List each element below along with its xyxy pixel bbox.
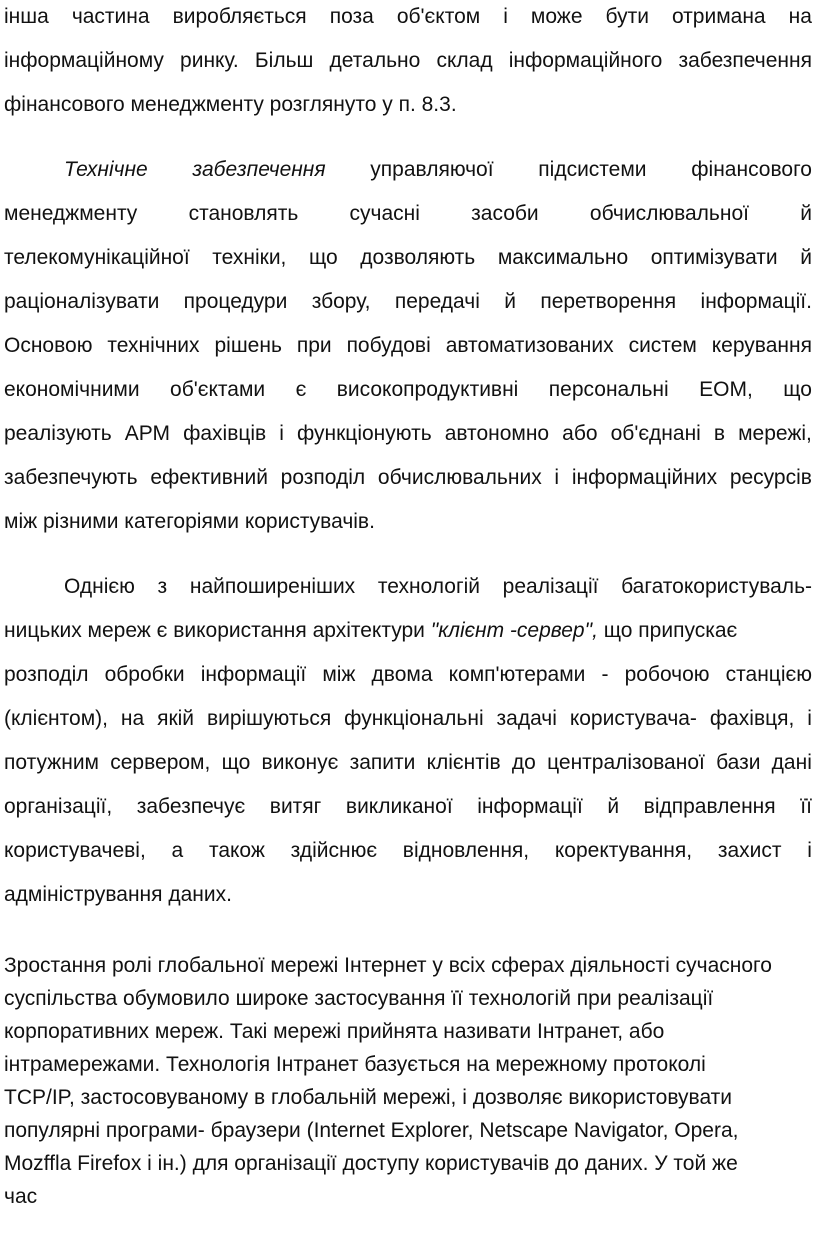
word: телекомунікаційної bbox=[4, 246, 190, 269]
word: побудові bbox=[346, 334, 431, 357]
p2-line-1 bbox=[64, 157, 812, 183]
word: процедури bbox=[183, 290, 288, 313]
p4-line-2: суспільства обумовило широке застосування її технологій при реалізації bbox=[4, 987, 714, 1010]
word: частина bbox=[71, 5, 150, 28]
word: інформаційних bbox=[571, 466, 718, 489]
word: її bbox=[800, 795, 812, 818]
word: технологій bbox=[377, 575, 480, 598]
p4-line-4: інтрамережами. Технологія Інтранет базується на мережному протоколі bbox=[4, 1053, 706, 1076]
p2-line-2 bbox=[4, 201, 812, 227]
word: вирішуються bbox=[206, 707, 332, 730]
word: задачі bbox=[496, 707, 557, 730]
word: персональні bbox=[548, 378, 669, 401]
word: максимально bbox=[497, 246, 629, 269]
word: ЕОМ, bbox=[699, 378, 753, 401]
p2-word-4: підсистеми bbox=[538, 158, 647, 181]
word: користувача- bbox=[569, 707, 697, 730]
word: сучасні bbox=[349, 202, 420, 225]
word: запити bbox=[349, 751, 416, 774]
p1-line-1 bbox=[4, 4, 812, 30]
word: (клієнтом), bbox=[4, 707, 108, 730]
word: інша bbox=[4, 5, 49, 28]
word: потужним bbox=[4, 751, 99, 774]
word: засоби bbox=[471, 202, 539, 225]
word: до bbox=[511, 751, 536, 774]
word: ринку. bbox=[180, 49, 239, 72]
p4-line-8: час bbox=[4, 1185, 38, 1208]
word: інформаційного bbox=[508, 49, 663, 72]
word: функціональні bbox=[344, 707, 484, 730]
word: також bbox=[208, 839, 265, 862]
word: об'єднані bbox=[610, 422, 701, 445]
p4-line-7: Mozffla Firefox і ін.) для організації доступу користувачів до даних. У той же bbox=[4, 1152, 738, 1175]
word: техніки, bbox=[212, 246, 287, 269]
word: АРМ bbox=[124, 422, 171, 445]
word: забезпечують bbox=[4, 466, 138, 489]
word: інформації. bbox=[700, 290, 812, 313]
p4-line-1: Зростання ролі глобальної мережі Інтернет у всіх сферах діяльності сучасного bbox=[4, 954, 772, 977]
word: автономно bbox=[444, 422, 550, 445]
word: відправлення bbox=[643, 795, 776, 818]
word: й bbox=[607, 795, 620, 818]
word: і bbox=[554, 466, 560, 489]
word: обчислювальних bbox=[377, 466, 542, 489]
word: забезпечення bbox=[678, 49, 812, 72]
word: що bbox=[221, 751, 251, 774]
p1-line-2 bbox=[4, 48, 812, 74]
word: технічних bbox=[107, 334, 200, 357]
word: розподіл bbox=[280, 466, 366, 489]
word: робочою bbox=[624, 663, 710, 686]
word: найпоширеніших bbox=[189, 575, 356, 598]
word: дозволяють bbox=[360, 246, 476, 269]
word: менеджменту bbox=[4, 202, 138, 225]
word: раціоналізувати bbox=[4, 290, 160, 313]
word: захист bbox=[717, 839, 782, 862]
p3-line-7 bbox=[4, 838, 812, 864]
word: поза bbox=[329, 5, 374, 28]
word: високопродуктивні bbox=[336, 378, 519, 401]
word: якій bbox=[157, 707, 195, 730]
p2-line-4 bbox=[4, 289, 812, 315]
p2-line-9: між різними категоріями користувачів. bbox=[4, 510, 375, 533]
word: рішень bbox=[214, 334, 282, 357]
word: здійснює bbox=[290, 839, 378, 862]
p3-line-2 bbox=[4, 618, 812, 644]
p2-line-8 bbox=[4, 465, 812, 491]
word: що bbox=[308, 246, 338, 269]
word: багатокористуваль- bbox=[621, 575, 812, 598]
word: мережі, bbox=[738, 422, 812, 445]
word: з bbox=[157, 575, 168, 598]
p3-client-server-term: "клієнт -сервер", bbox=[430, 619, 598, 642]
word: Однією bbox=[64, 575, 135, 598]
word: станцією bbox=[725, 663, 812, 686]
word: між bbox=[322, 663, 356, 686]
word: і bbox=[807, 707, 812, 730]
word: автоматизованих bbox=[445, 334, 614, 357]
word: економічними bbox=[4, 378, 140, 401]
word: або bbox=[562, 422, 598, 445]
word: клієнтів bbox=[426, 751, 501, 774]
word: бази bbox=[716, 751, 761, 774]
word: й bbox=[504, 290, 516, 313]
p2-italic-term-2: забезпечення bbox=[192, 158, 326, 181]
p4-line-3: корпоративних мереж. Такі мережі прийнята називати Інтранет, або bbox=[4, 1020, 665, 1043]
word: детально bbox=[329, 49, 421, 72]
word: Більш bbox=[254, 49, 314, 72]
p3-line-2-after: що припускає bbox=[603, 619, 738, 642]
word: й bbox=[800, 202, 812, 225]
word: викликаної bbox=[345, 795, 453, 818]
word: витяг bbox=[269, 795, 322, 818]
word: фахівця, bbox=[709, 707, 795, 730]
word: перетворення bbox=[540, 290, 677, 313]
p2-line-6 bbox=[4, 377, 812, 403]
word: - bbox=[601, 663, 609, 686]
word: і bbox=[503, 5, 508, 28]
word: передачі bbox=[394, 290, 480, 313]
p3-line-6 bbox=[4, 794, 812, 820]
word: виконує bbox=[261, 751, 339, 774]
p2-word-3: управляючої bbox=[370, 158, 494, 181]
word: на bbox=[120, 707, 145, 730]
word: при bbox=[296, 334, 332, 357]
word: виробляється bbox=[172, 5, 307, 28]
word: обчислювальної bbox=[589, 202, 749, 225]
word: інформації bbox=[477, 795, 583, 818]
p4-line-5: TCP/IP, застосовуваному в глобальній мережі, і дозволяє використовувати bbox=[4, 1086, 733, 1109]
word: інформаційному bbox=[4, 49, 164, 72]
word: а bbox=[171, 839, 184, 862]
word: відновлення, bbox=[402, 839, 530, 862]
word: реалізують bbox=[4, 422, 112, 445]
word: становлять bbox=[188, 202, 299, 225]
word: керування bbox=[711, 334, 812, 357]
word: що bbox=[783, 378, 812, 401]
word: склад bbox=[436, 49, 493, 72]
word: оптимізувати bbox=[650, 246, 778, 269]
p3-line-1 bbox=[64, 574, 812, 600]
word: забезпечує bbox=[136, 795, 246, 818]
word: сервером, bbox=[110, 751, 211, 774]
p2-italic-term-1: Технічне bbox=[64, 158, 148, 181]
word: об'єктами bbox=[170, 378, 266, 401]
word: організації, bbox=[4, 795, 113, 818]
word: на bbox=[788, 5, 812, 28]
word: двома bbox=[371, 663, 433, 686]
word: коректування, bbox=[554, 839, 693, 862]
word: й bbox=[800, 246, 812, 269]
word: централізованої bbox=[547, 751, 705, 774]
word: бути bbox=[605, 5, 649, 28]
word: ресурсів bbox=[729, 466, 812, 489]
word: Основою bbox=[4, 334, 93, 357]
p3-line-4 bbox=[4, 706, 812, 732]
word: фахівців bbox=[183, 422, 267, 445]
p3-line-2-before: ницьких мереж є використання архітектури bbox=[4, 619, 425, 642]
p1-line-3: фінансового менеджменту розглянуто у п. 8.3. bbox=[4, 93, 457, 116]
word: користувачеві, bbox=[4, 839, 146, 862]
p2-word-5: фінансового bbox=[691, 158, 812, 181]
p3-line-3 bbox=[4, 662, 812, 688]
p2-line-5 bbox=[4, 333, 812, 359]
word: функціонують bbox=[296, 422, 432, 445]
word: в bbox=[713, 422, 726, 445]
word: реалізації bbox=[502, 575, 599, 598]
word: може bbox=[530, 5, 583, 28]
word: об'єктом bbox=[396, 5, 481, 28]
word: збору, bbox=[311, 290, 371, 313]
word: ефективний bbox=[150, 466, 268, 489]
word: обробки bbox=[104, 663, 185, 686]
word: розподіл bbox=[4, 663, 89, 686]
word: отримана bbox=[671, 5, 766, 28]
p2-line-7 bbox=[4, 421, 812, 447]
word: систем bbox=[628, 334, 697, 357]
p4-line-6: популярні програми- браузери (Internet Explorer, Netscape Navigator, Opera, bbox=[4, 1119, 739, 1142]
word: і bbox=[807, 839, 812, 862]
word: дані bbox=[771, 751, 812, 774]
word: інформації bbox=[200, 663, 307, 686]
p3-line-5 bbox=[4, 750, 812, 776]
word: є bbox=[295, 378, 307, 401]
word: комп'ютерами bbox=[448, 663, 586, 686]
p2-line-3 bbox=[4, 245, 812, 271]
word: і bbox=[279, 422, 284, 445]
p3-line-8: адміністрування даних. bbox=[4, 883, 232, 906]
